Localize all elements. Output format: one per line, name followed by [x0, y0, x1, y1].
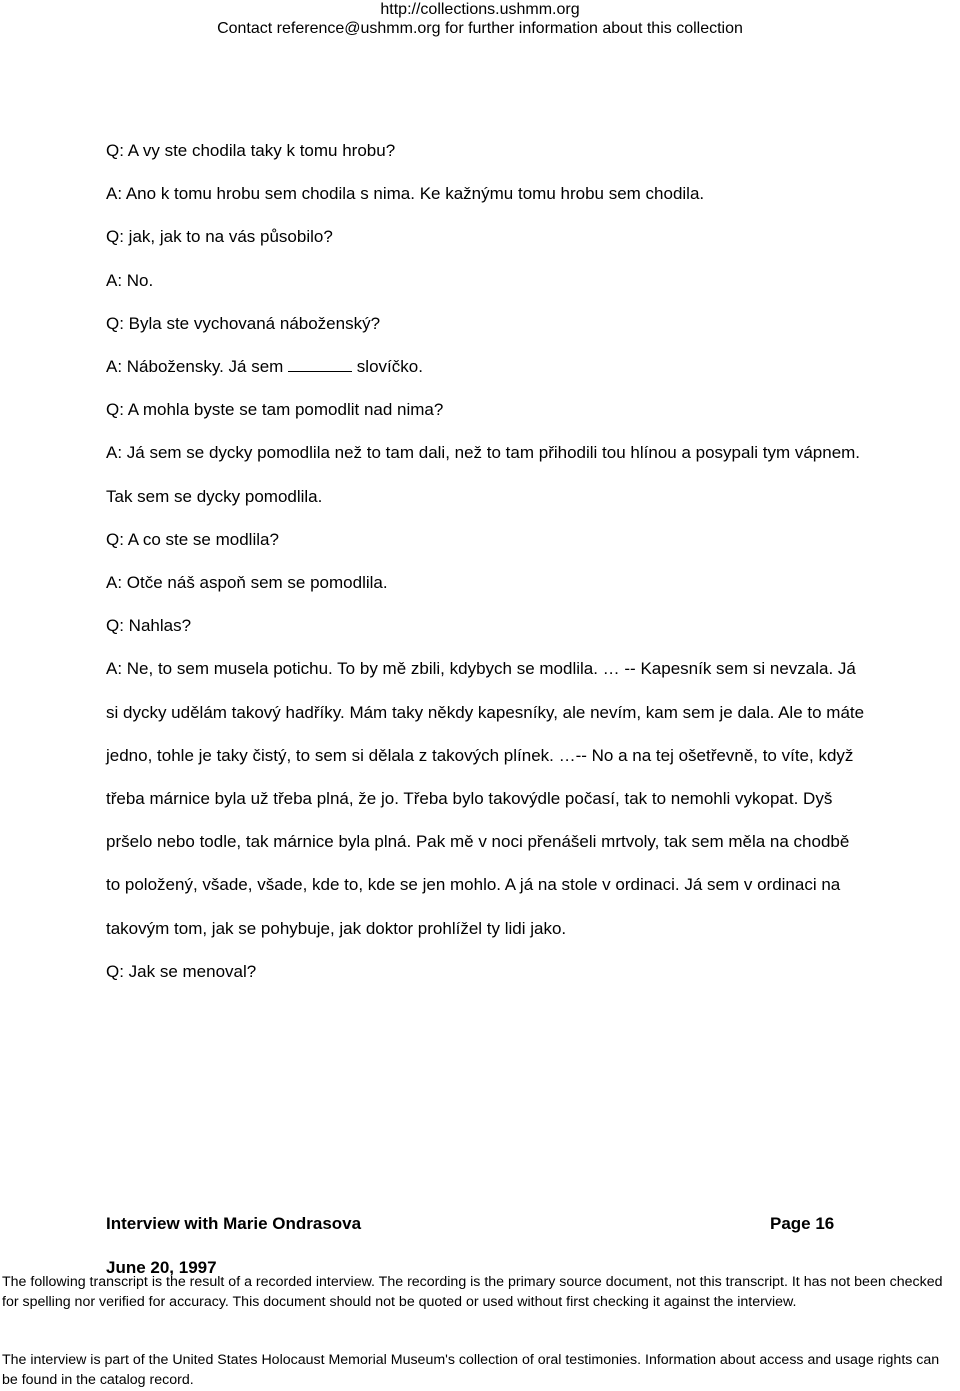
transcript-line: Q: A co ste se modlila? — [106, 529, 279, 549]
transcript-line: Q: Jak se menoval? — [106, 961, 257, 981]
disclaimer-text: The following transcript is the result of a recorded interview. The recording is the primary source document, not this transcript. It has not been checked for spelling nor verified for accuracy. This document should not be quoted or used without first checking it against the interview. — [2, 1274, 943, 1310]
transcript-body — [106, 129, 866, 993]
transcript-line: Q: Nahlas? — [106, 616, 192, 636]
contact-line: Contact reference@ushmm.org for further information about this collection — [217, 20, 743, 37]
transcript-line: Q: jak, jak to na vás působilo? — [106, 227, 333, 247]
collection-url: http://collections.ushmm.org — [380, 1, 580, 18]
transcript-line: Q: A vy ste chodila taky k tomu hrobu? — [106, 141, 396, 160]
transcript-line: Q: Byla ste vychovaná náboženský? — [106, 313, 381, 333]
transcript-line: A: Ano k tomu hrobu sem chodila s nima. Ke kažnýmu tomu hrobu sem chodila. — [106, 184, 705, 204]
interview-title: Interview with Marie Ondrasova — [106, 1214, 362, 1233]
interview-date: June 20, 1997 — [106, 1258, 217, 1277]
usage-rights-text: The interview is part of the United States Holocaust Memorial Museum's collection of oral testimonies. Information about access and usage rights can be found in the catalog record. — [2, 1352, 940, 1388]
transcript-line: A: Já sem se dycky pomodlila než to tam dali, než to tam přihodili tou hlínou a posypali tym vápnem. Tak sem se dycky pomodlila. — [106, 443, 861, 506]
transcript-line: A: No. — [106, 270, 154, 290]
transcript-line: A: Otče náš aspoň sem se pomodlila. — [106, 573, 388, 593]
transcript-line — [106, 345, 866, 388]
transcript-fragment: slovíčko. — [356, 357, 423, 377]
page-number: Page 16 — [770, 1214, 835, 1233]
blank-underline — [288, 357, 352, 372]
transcript-fragment: A: Nábožensky. Já sem — [106, 357, 284, 377]
transcript-line: A: Ne, to sem musela potichu. To by mě zbili, kdybych se modlila. … -- Kapesník sem si nevzala. Já si dycky udělám takový hadříky. Mám taky někdy kapesníky, ale nevím, kam sem je dala. Ale to máte jedno, tohle je taky čistý, to sem si dělala z takových plínek. …-- No a na tej ošetřevně, to víte, když třeba márnice byla už třeba plná, že jo. Třeba bylo takovýdle počasí, tak to nemohli vykopat. Dyš pršelo nebo todle, tak márnice byla plná. Pak mě v noci přenášeli mrtvoly, tak sem měla na chodbě to položený, všade, všade, kde to, kde se jen mohlo. A já na stole v ordinaci. Já sem v ordinaci na takovým tom, jak se pohybuje, jak doktor prohlížel ty lidi jako. — [106, 659, 865, 938]
transcript-line: Q: A mohla byste se tam pomodlit nad nima? — [106, 400, 444, 420]
